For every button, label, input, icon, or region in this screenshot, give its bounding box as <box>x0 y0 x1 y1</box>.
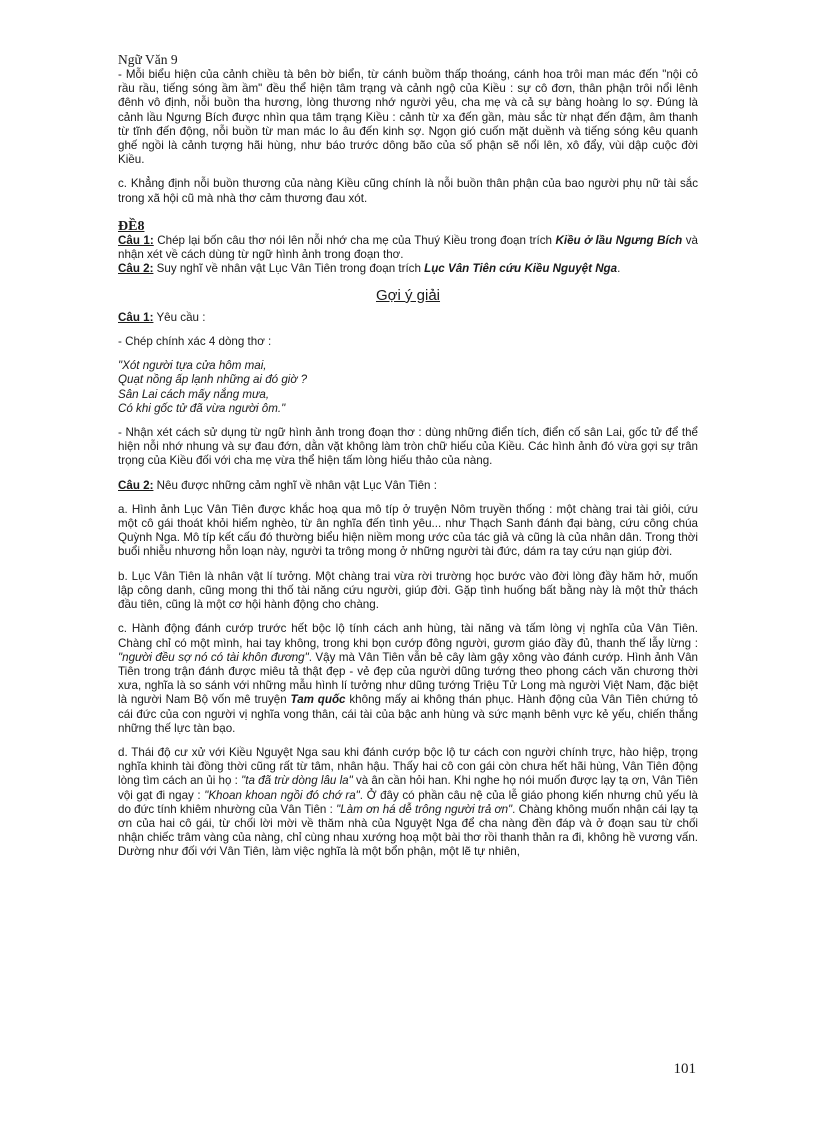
poem-line: Có khi gốc tử đã vừa người ôm." <box>118 401 286 415</box>
poem-line: "Xót người tựa cửa hôm mai, <box>118 359 267 373</box>
question-1-work: Kiều ở lầu Ngưng Bích <box>555 234 683 248</box>
answer-1-heading: Câu 1: Yêu cầu : <box>118 310 206 324</box>
poem-line: Sân Lai cách mấy nắng mưa, <box>118 387 270 401</box>
tam-quoc-title: Tam quốc <box>290 693 346 707</box>
exam-title: ĐỀ8 <box>118 218 145 234</box>
answer-2-point-d: d. Thái độ cư xử với Kiều Nguyệt Nga sau khi đánh cướp bộc lộ tư cách con người chính trực, hào hiệp, trọng nghĩa khinh tài đồng thời cũng rất từ tâm, nhân hậu. Thấy hai cô con gái còn chưa hết hãi hùng, Vân Tiên động lòng tìm cách an ủi họ : "ta đã trừ dòng lâu la" và ân cần hỏi han. Khi nghe họ nói muốn được lạy tạ ơn, Vân Tiên vội gạt đi ngay : "Khoan khoan ngồi đó chớ ra". Ở đây có phần câu nệ của lễ giáo phong kiến nhưng chủ yếu là do đức tính khiêm nhường của Vân Tiên : "Làm ơn há dễ trông người trả ơn". Chàng không muốn nhận cái lạy tạ ơn của hai cô gái, từ chối lời mời về thăm nhà của Nguyệt Nga để cha nàng đền đáp và ở đoạn sau từ chối nhận chiếc trâm vàng của nàng, chỉ cùng nhau xướng hoạ một bài thơ rồi thanh thản ra đi, không hề vương vấn. Dường như đối với Vân Tiên, làm việc nghĩa là một bổn phận, một lẽ tự nhiên, <box>118 745 698 859</box>
question-2: Câu 2: Suy nghĩ về nhân vật Lục Vân Tiên trong đoạn trích Lục Vân Tiên cứu Kiều Nguyệt Nga. <box>118 262 621 276</box>
answer-2-heading: Câu 2: Nêu được những cảm nghĩ về nhân vật Lục Vân Tiên : <box>118 478 437 492</box>
answer-1-comment: - Nhận xét cách sử dụng từ ngữ hình ảnh trong đoạn thơ : dùng những điển tích, điển cố sân Lai, gốc tử để thể hiện nỗi nhớ nhung và sự đau đớn, dằn vặt không làm tròn chữ hiếu của Kiều. Các hình ảnh đó vừa gợi sự trân trọng của Kiều đối với cha mẹ vừa thể hiện tấm lòng hiếu thảo của nàng. <box>118 426 698 468</box>
question-2-work: Lục Vân Tiên cứu Kiều Nguyệt Nga <box>424 262 618 276</box>
question-2-label: Câu 2: <box>118 262 154 276</box>
question-1: Câu 1: Chép lại bốn câu thơ nói lên nỗi nhớ cha mẹ của Thuý Kiều trong đoạn trích Kiều ở lầu Ngưng Bích và nhận xét về cách dùng từ ngữ hình ảnh trong đoạn thơ. <box>118 234 699 262</box>
intro-paragraph-1: - Mỗi biểu hiện của cảnh chiều tà bên bờ biển, từ cánh buồm thấp thoáng, cánh hoa trôi man mác đến "nội cỏ rầu rầu, tiếng sóng ầm ầm" đều thể hiện tâm trạng và cảnh ngộ của Kiều : sự cô đơn, thân phận trôi nổi lênh đênh vô định, nỗi buồn tha hương, lòng thương nhớ người yêu, cha mẹ và cả sự bàng hoàng lo sợ. Đúng là cảnh lầu Ngưng Bích được nhìn qua tâm trạng Kiều : cảnh từ xa đến gần, màu sắc từ nhạt đến đậm, âm thanh từ tĩnh đến động, nỗi buồn từ man mác lo âu đến kinh sợ. Ngọn gió cuốn mặt duềnh và tiếng sóng kêu quanh ghế ngồi là cảnh tượng hãi hùng, như báo trước dông bão của số phận sẽ nổi lên, xô đẩy, vùi dập cuộc đời Kiều. <box>118 68 698 167</box>
answer-2-point-c: c. Hành động đánh cướp trước hết bộc lộ tính cách anh hùng, tài năng và tấm lòng vị nghĩa của Vân Tiên. Chàng chỉ có một mình, hai tay không, trong khi bọn cướp đông người, gươm giáo đầy đủ, thanh thế lẫy lừng : "người đều sợ nó có tài khôn đương". Vậy mà Vân Tiên vẫn bẻ cây làm gậy xông vào đánh cướp. Hình ảnh Vân Tiên trong trận đánh được miêu tả thật đẹp - vẻ đẹp của người dũng tướng theo phong cách văn chương thời xưa, nghĩa là so sánh với những mẫu hình lí tưởng như dũng tướng Triệu Tử Long mà người Việt Nam, đặc biệt là người Nam Bộ vốn mê truyện Tam quốc không mấy ai không thán phục. Hành động của Vân Tiên chứng tỏ cái đức của con người vị nghĩa vong thân, cái tài của bậc anh hùng và sức mạnh bênh vực kẻ yếu, chiến thắng những thế lực tàn bạo. <box>118 622 699 735</box>
solution-heading: Gợi ý giải <box>375 286 441 304</box>
poem-line: Quạt nồng ấp lạnh những ai đó giờ ? <box>118 373 308 387</box>
answer-2-point-a: a. Hình ảnh Lục Vân Tiên được khắc hoạ qua mô típ ở truyện Nôm truyền thống : một chàng trai tài giỏi, cứu một cô gái thoát khỏi hiểm nghèo, từ ân nghĩa đến tình yêu... như Thạch Sanh đánh đại bàng, cứu công chúa Quỳnh Nga. Mô típ kết cấu đó thường biểu hiện niềm mong ước của tác giả và cũng là của nhân dân. Trong thời buổi nhiễu nhương hỗn loạn này, người ta trông mong ở những người tài đức, dám ra tay cứu nạn giúp đời. <box>118 502 698 559</box>
page-number: 101 <box>673 1061 696 1077</box>
page-content <box>118 52 698 860</box>
question-1-label: Câu 1: <box>118 234 154 248</box>
answer-2-point-b: b. Lục Vân Tiên là nhân vật lí tưởng. Một chàng trai vừa rời trường học bước vào đời lòng đầy hăm hở, muốn lập công danh, cũng mong thi thố tài năng cứu người, giúp đời. Gặp tình huống bất bằng này là một thử thách đầu tiên, cũng là một cơ hội hành động cho chàng. <box>118 569 698 612</box>
poem-block <box>118 359 698 416</box>
answer-1-label: Câu 1: <box>118 310 154 324</box>
page-header: Ngữ Văn 9 <box>118 52 178 67</box>
answer-2-label: Câu 2: <box>118 478 154 492</box>
intro-paragraph-2: c. Khẳng định nỗi buồn thương của nàng Kiều cũng chính là nỗi buồn thân phận của bao người phụ nữ tài sắc trong xã hội cũ mà nhà thơ cảm thương đau xót. <box>118 177 698 205</box>
answer-1-copy-instruction: - Chép chính xác 4 dòng thơ : <box>118 335 272 349</box>
